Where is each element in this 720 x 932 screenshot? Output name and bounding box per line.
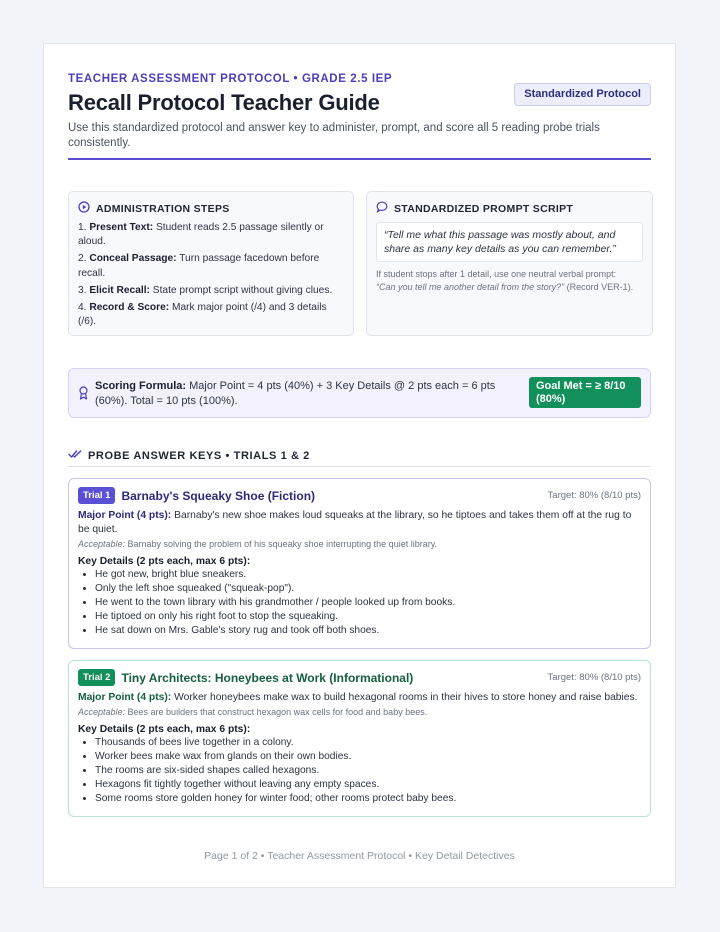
protocol-badge: Standardized Protocol <box>514 83 651 106</box>
answer-keys-title: PROBE ANSWER KEYS • TRIALS 1 & 2 <box>88 449 310 462</box>
document-page <box>43 43 676 888</box>
trial-1-major-label: Major Point (4 pts): <box>78 510 172 521</box>
step-label: Present Text: <box>89 222 154 233</box>
key-detail-item: • Hexagons fit tightly together without leaving any empty spaces. <box>95 778 641 792</box>
administration-step <box>78 252 344 280</box>
document-kicker: TEACHER ASSESSMENT PROTOCOL • GRADE 2.5 IEP <box>68 73 393 85</box>
speech-bubble-icon <box>376 201 388 216</box>
prompt-note-lead: If student stops after 1 detail, use one neutral verbal prompt: <box>376 269 617 279</box>
key-detail-item: • He sat down on Mrs. Gable's story rug and took off both shoes. <box>95 624 641 638</box>
trial-2-details-heading: Key Details (2 pts each, max 6 pts): <box>78 724 251 735</box>
trial-1-title: Barnaby's Squeaky Shoe (Fiction) <box>121 488 316 503</box>
step-number: 2. <box>78 253 87 265</box>
trial-1-target: Target: 80% (8/10 pts) <box>547 490 641 501</box>
step-number: 3. <box>78 284 87 296</box>
answer-keys-divider <box>68 466 651 467</box>
trial-2-major-label: Major Point (4 pts): <box>78 692 172 703</box>
key-detail-item: • Worker bees make wax from glands on their own bodies. <box>95 750 641 764</box>
step-text: Student reads 2.5 passage silently or aloud. <box>78 222 324 248</box>
page-title: Recall Protocol Teacher Guide <box>68 90 380 115</box>
prompt-note-quote: “Can you tell me another detail from the story?” <box>376 282 565 292</box>
trial-1-acceptable-label: Acceptable: <box>78 539 126 549</box>
trial-2-badge: Trial 2 <box>78 669 115 686</box>
scoring-formula-text <box>95 379 510 409</box>
double-check-icon <box>68 449 82 462</box>
scoring-formula-body: Major Point = 4 pts (40%) + 3 Key Details @ 2 pts each = 6 pts (60%). Total = 10 pts (100%). <box>95 380 496 407</box>
key-detail-item: • He got new, bright blue sneakers. <box>95 568 641 582</box>
step-text: Turn passage facedown before recall. <box>78 253 320 279</box>
key-detail-item: • He went to the town library with his grandmother / people looked up from books. <box>95 596 641 610</box>
trial-2-card <box>68 660 651 817</box>
administration-step <box>78 301 344 329</box>
answer-keys-heading <box>68 449 651 462</box>
trial-1-acceptable <box>78 538 641 550</box>
administration-step <box>78 284 344 298</box>
page-footer: Page 1 of 2 • Teacher Assessment Protocol • Key Detail Detectives <box>204 850 515 862</box>
administration-steps-card <box>68 191 354 336</box>
step-number: 4. <box>78 302 87 314</box>
trial-2-acceptable-label: Acceptable: <box>78 707 126 717</box>
scoring-formula-banner <box>68 368 651 418</box>
step-label: Record & Score: <box>89 302 170 314</box>
trial-2-major-text: Worker honeybees make wax to build hexagonal rooms in their hives to store honey and raise babies. <box>171 692 638 703</box>
step-label: Elicit Recall: <box>89 284 150 296</box>
administration-steps-heading <box>78 201 344 216</box>
trial-1-major-text: Barnaby's new shoe makes loud squeaks at the library, so he tiptoes and takes them off at the rug to be quiet. <box>78 510 632 535</box>
prompt-script-quote: “Tell me what this passage was mostly about, and share as many key details as you can remember.” <box>376 222 643 262</box>
step-text: State prompt script without giving clues. <box>152 284 333 296</box>
trial-1-acceptable-text: Barnaby solving the problem of his squeaky shoe interrupting the quiet library. <box>125 539 438 549</box>
step-text: Mark major point (/4) and 3 details (/6). <box>78 302 327 328</box>
play-circle-icon <box>78 201 90 216</box>
key-detail-item: • He tiptoed on only his right foot to stop the squeaking. <box>95 610 641 624</box>
key-detail-item: • The rooms are six-sided shapes called hexagons. <box>95 764 641 778</box>
trial-1-details-list <box>78 568 641 638</box>
header-divider <box>68 158 651 160</box>
key-detail-item: • Thousands of bees live together in a colony. <box>95 736 641 750</box>
trial-2-details-list <box>78 736 641 806</box>
key-detail-item: • Only the left shoe squeaked ("squeak-pop"). <box>95 582 641 596</box>
prompt-script-note <box>376 268 643 294</box>
prompt-note-tail: (Record VER-1). <box>564 282 634 292</box>
step-label: Conceal Passage: <box>89 253 177 265</box>
trial-2-major-point <box>78 691 641 705</box>
administration-step <box>78 221 344 249</box>
administration-steps-list <box>78 221 344 329</box>
trial-2-acceptable-text: Bees are builders that construct hexagon wax cells for food and baby bees. <box>125 707 428 717</box>
key-detail-item: • Some rooms store golden honey for winter food; other rooms protect baby bees. <box>95 792 641 806</box>
step-number: 1. <box>78 222 87 233</box>
prompt-script-card <box>366 191 653 336</box>
trial-1-card <box>68 478 651 649</box>
award-ribbon-icon <box>78 386 89 405</box>
scoring-formula-label: Scoring Formula: <box>95 380 187 392</box>
prompt-script-heading <box>376 201 643 216</box>
prompt-script-title: STANDARDIZED PROMPT SCRIPT <box>394 202 574 215</box>
trial-2-acceptable <box>78 706 641 718</box>
goal-met-badge: Goal Met = ≥ 8/10 (80%) <box>529 377 641 408</box>
trial-1-badge: Trial 1 <box>78 487 115 504</box>
trial-1-details-heading: Key Details (2 pts each, max 6 pts): <box>78 556 251 567</box>
administration-steps-title: ADMINISTRATION STEPS <box>96 202 230 215</box>
trial-2-title: Tiny Architects: Honeybees at Work (Informational) <box>121 670 414 685</box>
trial-1-major-point <box>78 509 641 537</box>
trial-2-target: Target: 80% (8/10 pts) <box>547 672 641 683</box>
page-subtitle: Use this standardized protocol and answer key to administer, prompt, and score all 5 reading probe trials consistently. <box>68 122 600 149</box>
